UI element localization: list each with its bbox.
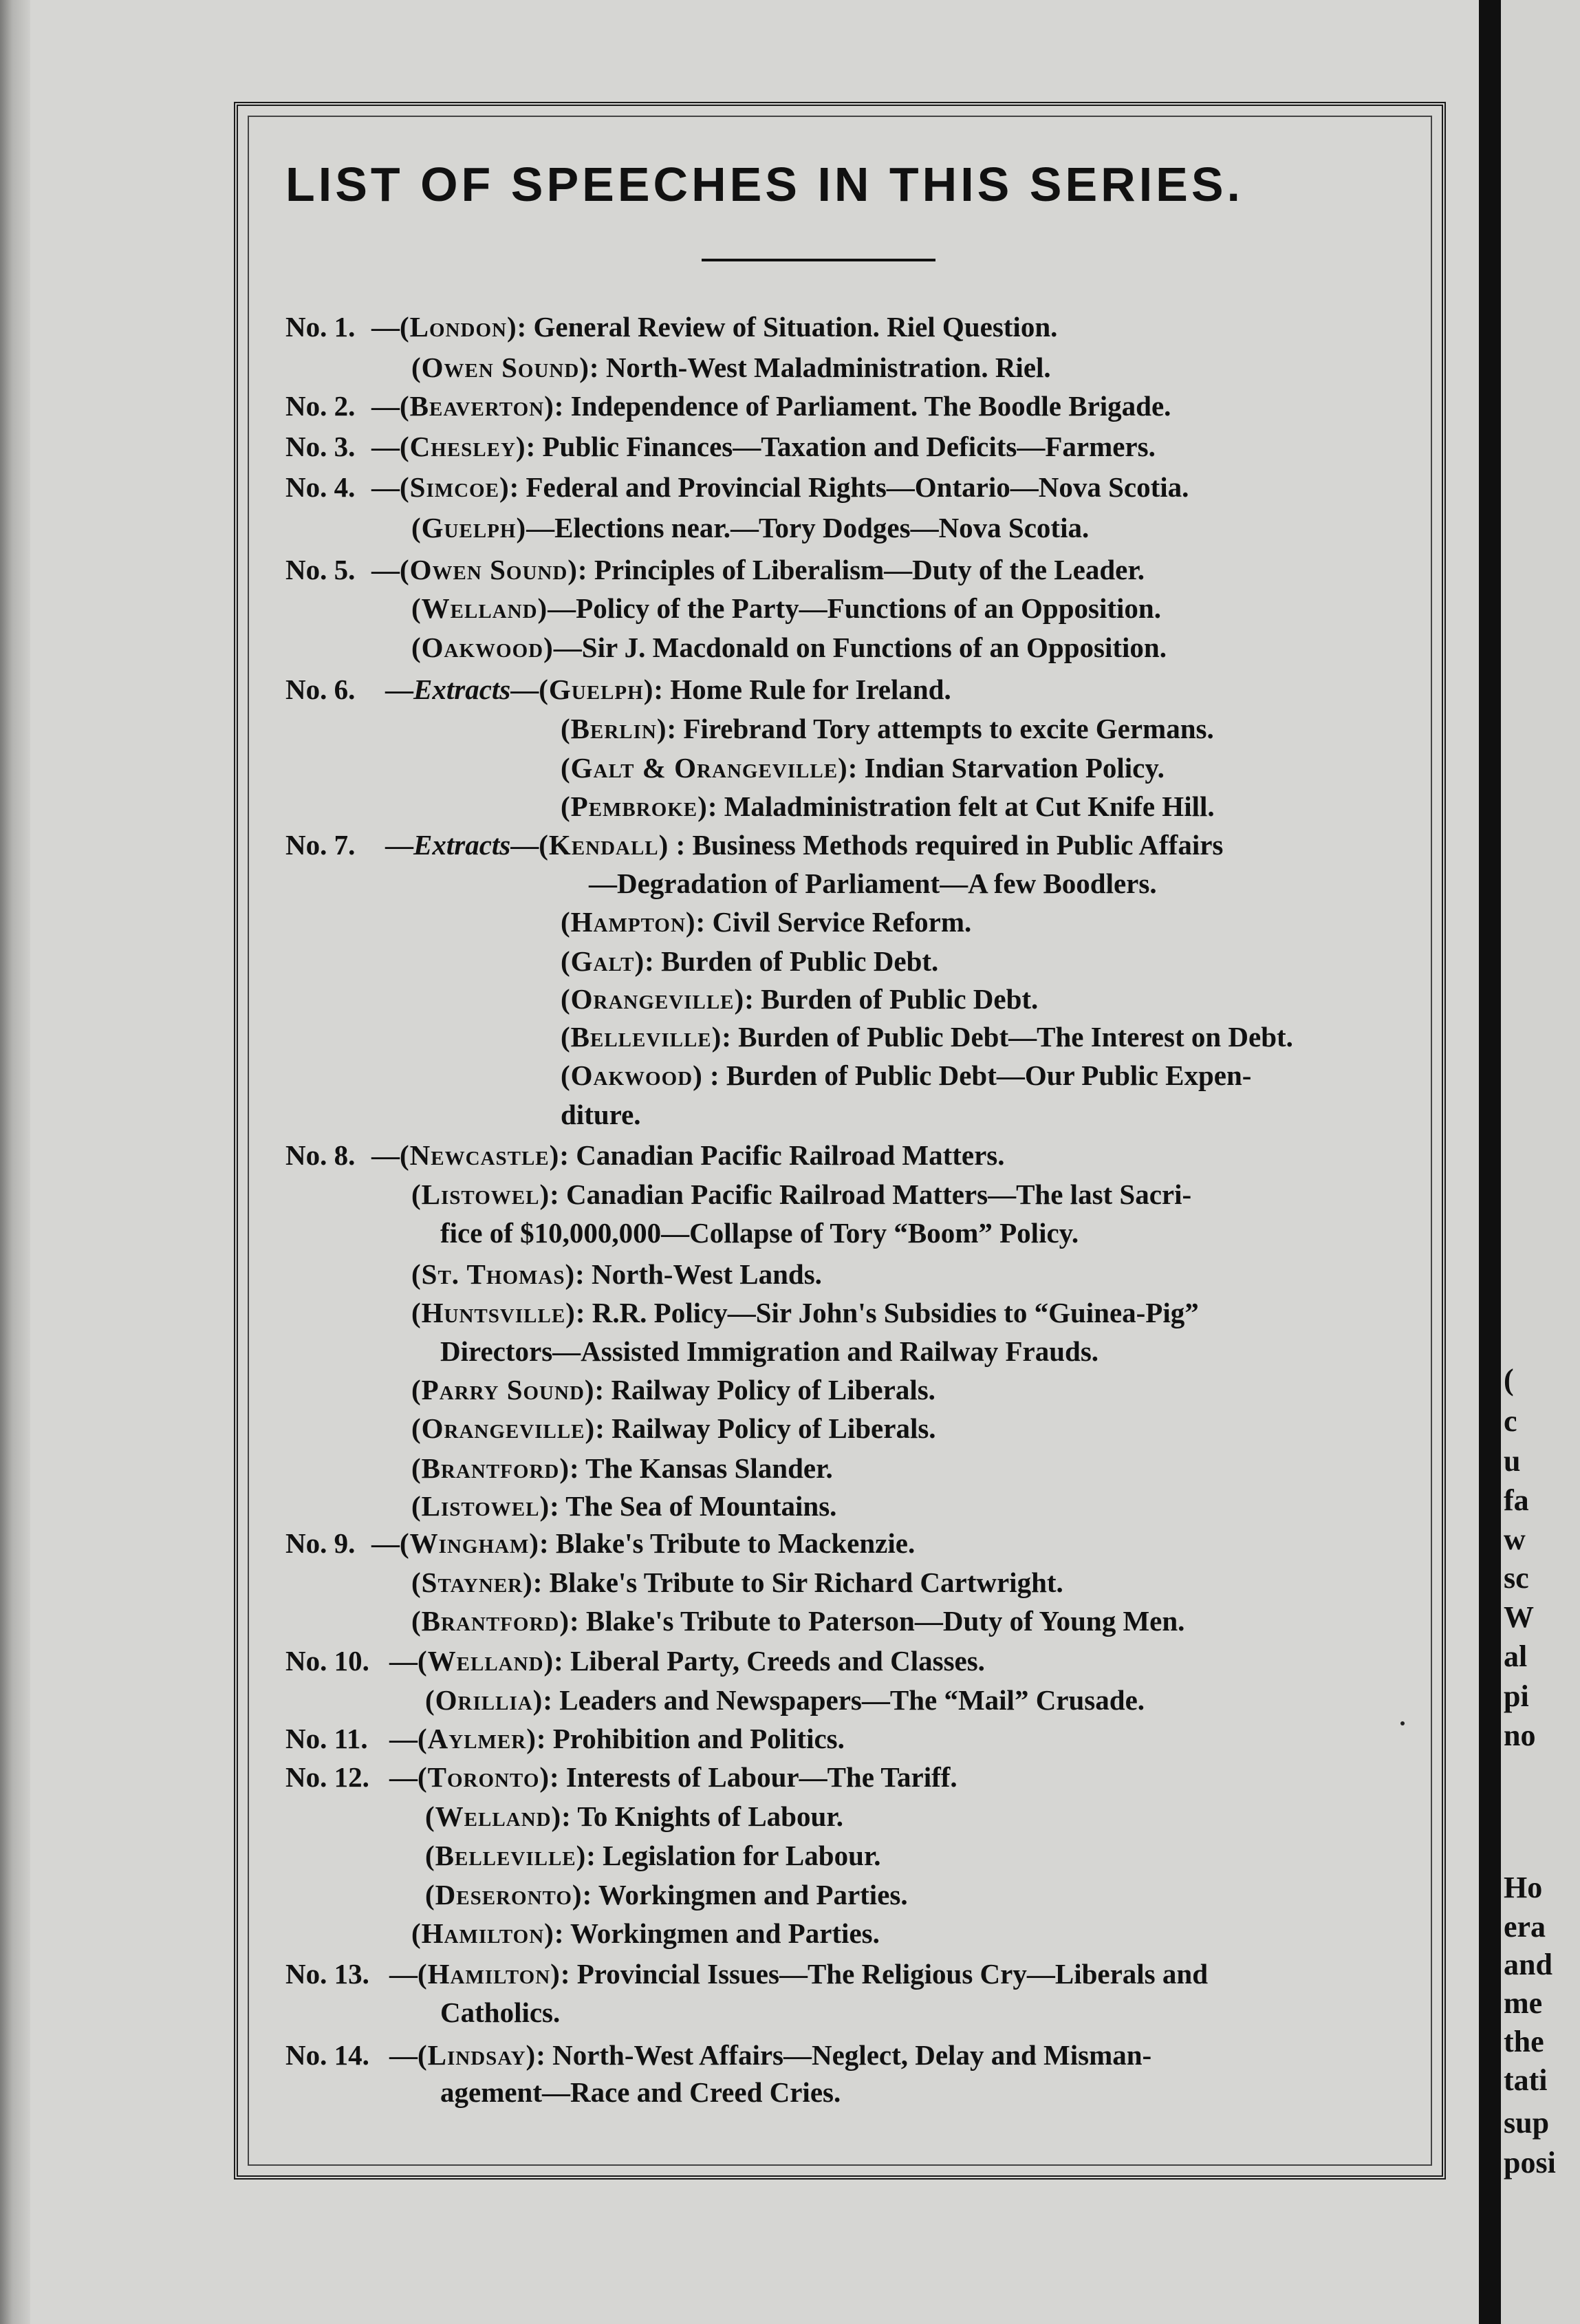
speech-entry	[411, 354, 1051, 382]
speech-entry	[411, 1454, 833, 1483]
speech-entry	[385, 676, 951, 704]
adjacent-page-text: (	[1504, 1363, 1514, 1397]
speech-place: (Chesley)	[400, 431, 526, 462]
speech-entry	[425, 1842, 881, 1870]
speech-entry	[440, 1337, 1099, 1366]
adjacent-page-text: sup	[1504, 2106, 1550, 2140]
speech-entry	[371, 473, 1189, 502]
speech-topic: : Principles of Liberalism—Duty of the Leader.	[577, 554, 1145, 585]
title-rule	[702, 259, 935, 261]
entry-number: No. 6.	[285, 674, 356, 705]
speech-topic: —Policy of the Party—Functions of an Opposition.	[548, 592, 1161, 624]
adjacent-page-text: w	[1504, 1523, 1526, 1556]
speech-entry	[425, 1800, 843, 1832]
speech-entry	[561, 947, 938, 976]
entry-dash: —	[389, 1723, 418, 1754]
speech-topic: : Railway Policy of Liberals.	[595, 1412, 936, 1444]
speech-entry	[589, 870, 1157, 898]
speech-entry	[411, 1607, 1184, 1635]
speech-topic: agement—Race and Creed Cries.	[440, 2076, 841, 2108]
entry-dash: —	[371, 1139, 400, 1171]
speech-topic: : North-West Lands.	[575, 1258, 822, 1290]
speech-topic: : Burden of Public Debt—The Interest on Debt.	[722, 1021, 1293, 1053]
adjacent-page-edge	[1501, 0, 1580, 2324]
entry-dash: —	[389, 1761, 418, 1793]
speech-entry	[411, 1181, 1191, 1209]
entry-dash: —	[371, 311, 400, 343]
speech-topic: : Independence of Parliament. The Boodle Brigade.	[554, 390, 1171, 422]
speech-place: (Pembroke)	[561, 790, 708, 822]
speech-entry	[411, 1492, 836, 1520]
page-edge-left	[0, 0, 30, 2324]
entry-number: No. 10.	[285, 1645, 369, 1677]
speech-topic: : North-West Affairs—Neglect, Delay and Misman-	[536, 2039, 1152, 2071]
entry-number: No. 13.	[285, 1958, 369, 1990]
entry-dash: —	[371, 390, 400, 422]
speech-entry	[561, 1023, 1293, 1051]
speech-place: (Toronto)	[418, 1761, 550, 1793]
speech-entry	[389, 1725, 845, 1753]
speech-entry	[371, 313, 1057, 341]
speech-place: (Hampton)	[561, 906, 696, 938]
speech-place: (Kendall)	[539, 829, 669, 861]
entry-dash: —	[371, 471, 400, 503]
speech-entry	[561, 908, 971, 936]
adjacent-page-text: sc	[1504, 1561, 1529, 1595]
speech-topic: : Legislation for Labour.	[586, 1840, 881, 1871]
entry-number: No. 3.	[285, 431, 356, 462]
speech-entry	[561, 985, 1038, 1013]
speech-entry	[389, 2041, 1151, 2069]
entry-number: No. 4.	[285, 471, 356, 503]
stray-mark	[1400, 1721, 1405, 1725]
speech-entry	[411, 1919, 880, 1948]
speech-place: (Welland)	[418, 1645, 554, 1677]
entry-number: No. 12.	[285, 1761, 369, 1793]
speech-entry	[385, 831, 1223, 859]
speech-place: (Huntsville)	[411, 1297, 576, 1328]
speech-entry	[389, 1960, 1208, 1988]
speech-topic: : Home Rule for Ireland.	[653, 674, 951, 705]
adjacent-page-text: era	[1504, 1910, 1546, 1944]
adjacent-page-text: and	[1504, 1948, 1552, 1981]
adjacent-page-text: tati	[1504, 2063, 1548, 2097]
speech-entry	[411, 1299, 1199, 1327]
extracts-label: Extracts	[413, 829, 511, 861]
speech-topic: : The Kansas Slander.	[569, 1452, 833, 1484]
speech-entry	[411, 634, 1167, 662]
entry-number: No. 7.	[285, 829, 356, 861]
speech-topic: : R.R. Policy—Sir John's Subsidies to “Guinea-Pig”	[575, 1297, 1199, 1328]
speech-place: (Welland)	[411, 592, 548, 624]
speech-entry	[371, 433, 1156, 461]
speech-place: (Aylmer)	[418, 1723, 537, 1754]
entry-number: No. 8.	[285, 1139, 356, 1171]
speech-place: (Parry Sound)	[411, 1374, 595, 1406]
speech-place: (Listowel)	[411, 1490, 550, 1522]
speech-place: (Hamilton)	[418, 1958, 561, 1990]
speech-place: (Stayner)	[411, 1567, 533, 1598]
speech-place: (Wingham)	[400, 1527, 539, 1559]
speech-entry	[425, 1881, 908, 1909]
speech-topic: : Public Finances—Taxation and Deficits—Farmers.	[526, 431, 1156, 462]
speech-topic: : Canadian Pacific Railroad Matters.	[559, 1139, 1005, 1171]
speech-place: (Orillia)	[425, 1684, 543, 1716]
speech-place: (St. Thomas)	[411, 1258, 576, 1290]
speech-topic: : Canadian Pacific Railroad Matters—The last Sacri-	[550, 1179, 1192, 1210]
speech-place: (Belleville)	[425, 1840, 587, 1871]
speech-entry	[411, 1414, 936, 1443]
speech-topic: : Railway Policy of Liberals.	[594, 1374, 935, 1406]
entry-dash: —	[385, 829, 413, 861]
speech-place: (Orangeville)	[561, 983, 745, 1015]
speech-place: (London)	[400, 311, 517, 343]
speech-entry	[371, 392, 1171, 420]
speech-topic: : Workingmen and Parties.	[582, 1879, 908, 1911]
adjacent-page-text: pi	[1504, 1679, 1529, 1713]
entry-number: No. 5.	[285, 554, 356, 585]
entry-dash: —	[371, 431, 400, 462]
speech-entry	[389, 1647, 985, 1675]
speech-topic: : Prohibition and Politics.	[536, 1723, 845, 1754]
speech-entry	[561, 1059, 1252, 1091]
entry-number: No. 14.	[285, 2039, 369, 2071]
speech-topic: diture.	[561, 1099, 641, 1130]
speech-topic: : Blake's Tribute to Paterson—Duty of Young Men.	[569, 1605, 1185, 1637]
speech-entry	[411, 1260, 822, 1289]
entry-dash: —	[371, 554, 400, 585]
speech-entry	[440, 2078, 841, 2107]
speech-topic: Catholics.	[440, 1997, 561, 2028]
entry-dash: —	[389, 1958, 418, 1990]
speech-topic: : North-West Maladministration. Riel.	[589, 352, 1051, 383]
speech-entry	[389, 1763, 957, 1792]
speech-place: (Beaverton)	[400, 390, 554, 422]
extracts-label: Extracts	[413, 674, 511, 705]
entry-dash: —	[371, 1527, 400, 1559]
entry-dash: —	[385, 674, 413, 705]
speech-topic: : Liberal Party, Creeds and Classes.	[554, 1645, 985, 1677]
speech-topic: : Blake's Tribute to Sir Richard Cartwright.	[532, 1567, 1063, 1598]
speech-topic: : Workingmen and Parties.	[554, 1917, 880, 1949]
speech-topic: : Burden of Public Debt.	[744, 983, 1039, 1015]
speech-topic: —Elections near.—Tory Dodges—Nova Scotia.	[526, 512, 1090, 544]
speech-entry	[411, 594, 1161, 623]
speech-topic: : Firebrand Tory attempts to excite Germans.	[667, 713, 1214, 744]
speech-place: (Newcastle)	[400, 1139, 560, 1171]
speech-topic: : Burden of Public Debt.	[645, 945, 939, 977]
speech-topic: : Blake's Tribute to Mackenzie.	[539, 1527, 916, 1559]
speech-topic: : Civil Service Reform.	[695, 906, 972, 938]
entry-dash: —	[389, 2039, 418, 2071]
speech-place: (Berlin)	[561, 713, 667, 744]
speech-place: (Guelph)	[539, 674, 654, 705]
speech-topic: : Business Methods required in Public Affairs	[669, 829, 1224, 861]
speech-entry	[561, 1101, 641, 1129]
entry-number: No. 9.	[285, 1527, 356, 1559]
entry-dash: —	[510, 829, 539, 861]
speech-place: (Oakwood)	[561, 1059, 703, 1091]
entry-dash: —	[510, 674, 539, 705]
speech-place: (Lindsay)	[418, 2039, 537, 2071]
speech-place: (Simcoe)	[400, 471, 510, 503]
speech-place: (Galt)	[561, 945, 645, 977]
speech-topic: : To Knights of Labour.	[561, 1800, 843, 1832]
speech-place: (Deseronto)	[425, 1879, 583, 1911]
speech-topic: —Degradation of Parliament—A few Boodlers.	[589, 868, 1157, 899]
speech-entry	[371, 1529, 915, 1558]
speech-entry	[440, 1219, 1079, 1247]
speech-entry	[411, 1569, 1063, 1597]
speech-entry	[411, 514, 1089, 542]
entry-number: No. 11.	[285, 1723, 368, 1754]
speech-entry	[371, 556, 1145, 584]
speech-place: (Hamilton)	[411, 1917, 554, 1949]
speech-entry	[561, 754, 1165, 782]
page-title: LIST OF SPEECHES IN THIS SERIES.	[285, 158, 1244, 211]
speech-place: (Brantford)	[411, 1452, 570, 1484]
speech-entry	[425, 1686, 1145, 1714]
speech-place: (Owen Sound)	[400, 554, 578, 585]
speech-entry	[561, 790, 1215, 822]
speech-place: (Listowel)	[411, 1179, 550, 1210]
speech-entry	[561, 715, 1214, 743]
speech-topic: : General Review of Situation. Riel Question.	[517, 311, 1058, 343]
adjacent-page-text: Ho	[1504, 1871, 1543, 1904]
entry-dash: —	[389, 1645, 418, 1677]
speech-topic: : Maladministration felt at Cut Knife Hill.	[707, 790, 1215, 822]
speech-place: (Belleville)	[561, 1021, 722, 1053]
speech-topic: —Sir J. Macdonald on Functions of an Opposition.	[553, 632, 1167, 663]
speech-topic: : The Sea of Mountains.	[550, 1490, 837, 1522]
adjacent-page-text: c	[1504, 1404, 1517, 1438]
speech-topic: : Burden of Public Debt—Our Public Expen-	[702, 1059, 1252, 1091]
adjacent-page-text: fa	[1504, 1483, 1529, 1517]
speech-place: (Brantford)	[411, 1605, 570, 1637]
speech-topic: : Federal and Provincial Rights—Ontario—Nova Scotia.	[509, 471, 1189, 503]
speech-topic: : Leaders and Newspapers—The “Mail” Crusade.	[543, 1684, 1145, 1716]
speech-topic: : Indian Starvation Policy.	[847, 752, 1165, 784]
adjacent-page-text: posi	[1504, 2146, 1556, 2180]
adjacent-page-text: no	[1504, 1719, 1536, 1752]
speech-topic: fice of $10,000,000—Collapse of Tory “Boom” Policy.	[440, 1217, 1079, 1249]
speech-place: (Welland)	[425, 1800, 562, 1832]
speech-place: (Oakwood)	[411, 632, 554, 663]
speech-entry	[371, 1141, 1005, 1170]
adjacent-page-text: the	[1504, 2025, 1544, 2058]
speech-place: (Guelph)	[411, 512, 527, 544]
entry-number: No. 2.	[285, 390, 356, 422]
adjacent-page-text: W	[1504, 1600, 1534, 1634]
speech-topic: : Provincial Issues—The Religious Cry—Liberals and	[560, 1958, 1208, 1990]
adjacent-page-text: u	[1504, 1444, 1521, 1478]
speech-place: (Owen Sound)	[411, 352, 589, 383]
speech-place: (Orangeville)	[411, 1412, 596, 1444]
speech-topic: Directors—Assisted Immigration and Railway Frauds.	[440, 1335, 1099, 1367]
entry-number: No. 1.	[285, 311, 356, 343]
speech-place: (Galt & Orangeville)	[561, 752, 848, 784]
speech-entry	[440, 1999, 560, 2027]
book-gutter	[1479, 0, 1501, 2324]
speech-topic: : Interests of Labour—The Tariff.	[550, 1761, 957, 1793]
adjacent-page-text: al	[1504, 1639, 1528, 1673]
adjacent-page-text: me	[1504, 1986, 1543, 2020]
speech-entry	[411, 1376, 935, 1404]
